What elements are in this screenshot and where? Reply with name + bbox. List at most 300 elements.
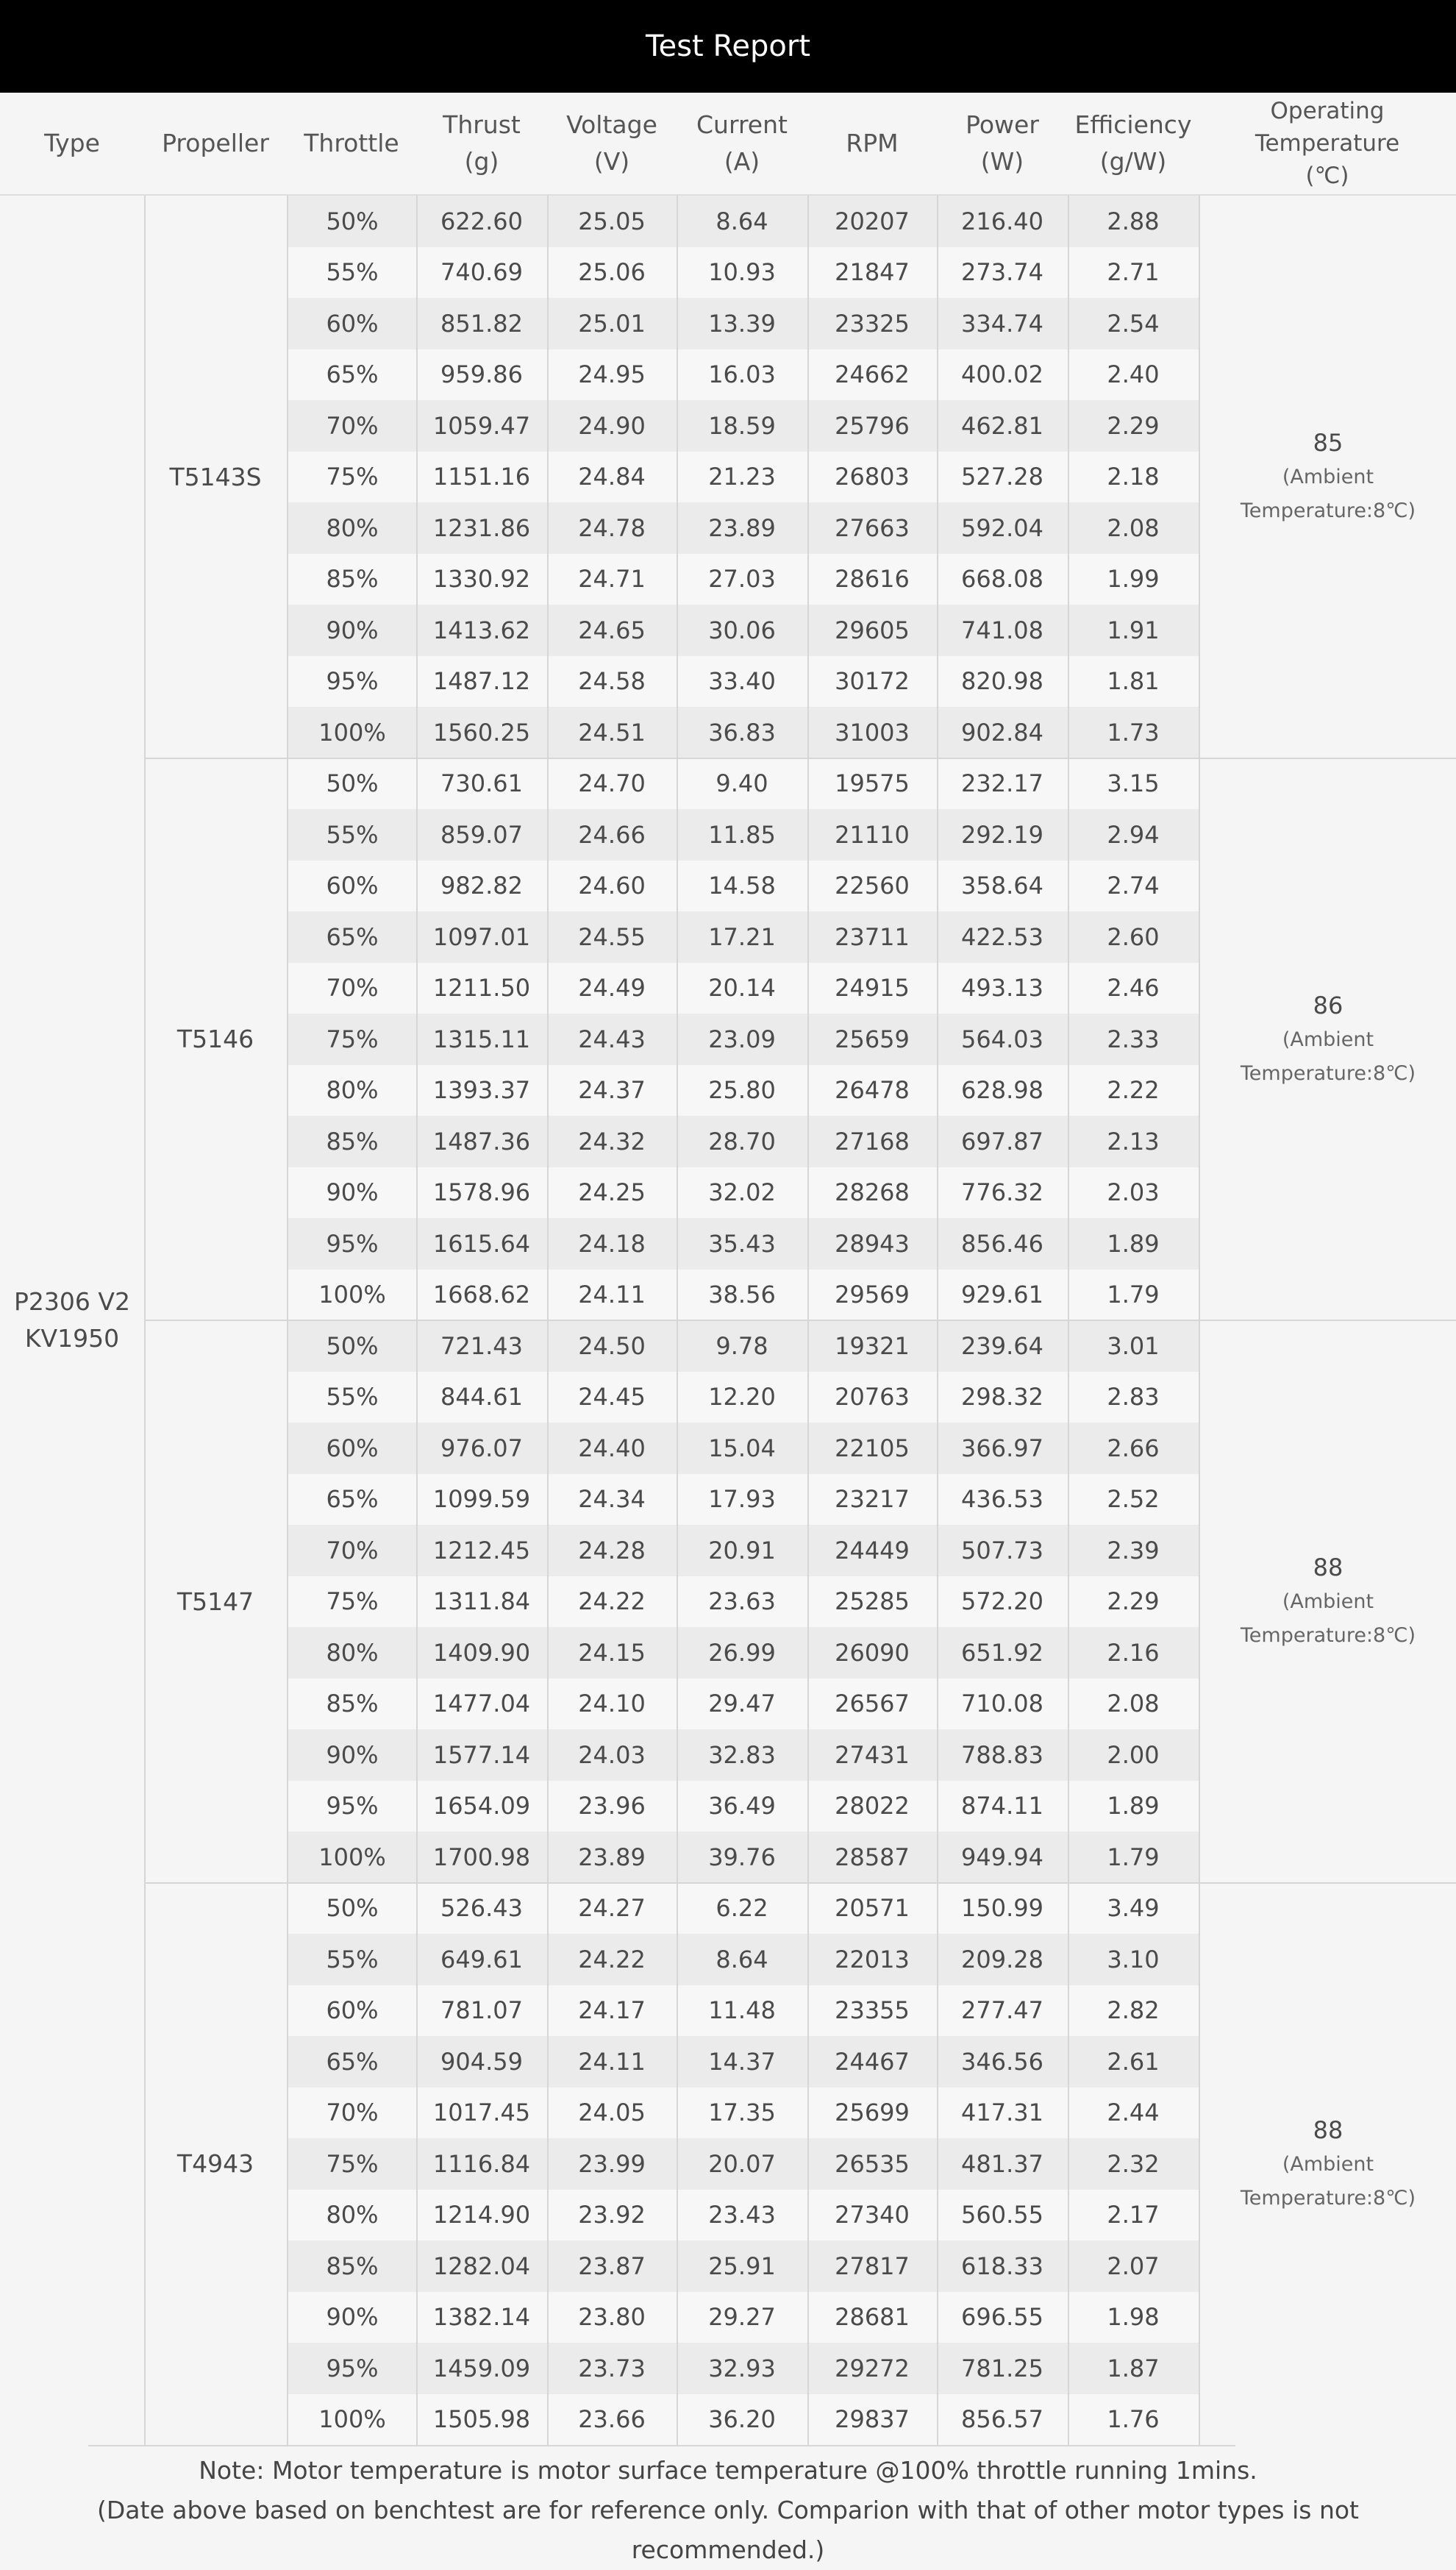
operating-temperature — [1200, 1883, 1456, 2446]
cell-throttle: 100% — [318, 1843, 386, 1871]
cell-rpm: 27340 — [835, 2201, 910, 2229]
cell-power: 216.40 — [961, 207, 1043, 235]
cell-rpm: 23217 — [835, 1485, 910, 1514]
cell-efficiency: 1.81 — [1107, 667, 1160, 696]
propeller-label: T5143S — [169, 462, 262, 491]
cell-voltage: 23.92 — [578, 2201, 646, 2229]
table-row — [288, 1627, 1199, 1679]
cell-throttle: 90% — [326, 1740, 379, 1769]
cell-voltage: 24.43 — [578, 1025, 646, 1053]
temperature-value: 88 — [1313, 2115, 1343, 2144]
cell-current: 32.02 — [708, 1178, 776, 1207]
cell-power: 346.56 — [961, 2047, 1043, 2076]
cell-thrust: 959.86 — [440, 360, 523, 389]
cell-voltage: 24.10 — [578, 1690, 646, 1718]
cell-voltage: 24.15 — [578, 1638, 646, 1667]
cell-rpm: 23355 — [835, 1996, 910, 2025]
cell-throttle: 85% — [326, 1690, 379, 1718]
cell-efficiency: 2.16 — [1107, 1638, 1160, 1667]
cell-throttle: 50% — [326, 1894, 379, 1923]
cell-efficiency: 2.00 — [1107, 1740, 1160, 1769]
propeller-label: T4943 — [176, 2149, 254, 2179]
cell-power: 417.31 — [961, 2099, 1043, 2127]
cell-current: 17.35 — [708, 2099, 776, 2127]
cell-current: 25.80 — [708, 1076, 776, 1105]
cell-throttle: 75% — [326, 2149, 379, 2178]
table-row — [288, 656, 1199, 708]
cell-throttle: 70% — [326, 411, 379, 440]
cell-voltage: 23.66 — [578, 2405, 646, 2434]
footnote-line-1: Note: Motor temperature is motor surface temperature @100% throttle running 1mins. — [199, 2456, 1257, 2485]
header-throttle: Throttle — [304, 129, 399, 157]
cell-rpm: 26535 — [835, 2149, 910, 2178]
cell-power: 820.98 — [961, 667, 1043, 696]
cell-thrust: 1487.12 — [432, 667, 531, 696]
cell-voltage: 24.51 — [578, 718, 646, 747]
cell-throttle: 80% — [326, 513, 379, 542]
table-row — [288, 554, 1199, 605]
cell-throttle: 55% — [326, 1945, 379, 1973]
cell-voltage: 24.45 — [578, 1383, 646, 1412]
cell-thrust: 1654.09 — [432, 1792, 531, 1820]
cell-voltage: 24.28 — [578, 1536, 646, 1565]
cell-power: 776.32 — [961, 1178, 1043, 1207]
cell-throttle: 85% — [326, 565, 379, 594]
table-row — [288, 298, 1199, 349]
cell-thrust: 844.61 — [440, 1383, 523, 1412]
cell-efficiency: 3.10 — [1107, 1945, 1160, 1973]
cell-power: 462.81 — [961, 411, 1043, 440]
cell-throttle: 55% — [326, 1383, 379, 1412]
cell-voltage: 24.11 — [578, 2047, 646, 2076]
footnote-line-2: (Date above based on benchtest are for reference only. Comparion with that of other motor types is not recommended.) — [97, 2496, 1359, 2564]
cell-thrust: 730.61 — [440, 769, 523, 798]
cell-throttle: 85% — [326, 2252, 379, 2280]
cell-throttle: 50% — [326, 1331, 379, 1360]
cell-throttle: 55% — [326, 820, 379, 849]
cell-power: 668.08 — [961, 565, 1043, 594]
cell-thrust: 649.61 — [440, 1945, 523, 1973]
cell-power: 150.99 — [961, 1894, 1043, 1923]
cell-efficiency: 1.89 — [1107, 1229, 1160, 1258]
table-row — [288, 1934, 1199, 1985]
cell-thrust: 904.59 — [440, 2047, 523, 2076]
table-row — [288, 1832, 1199, 1883]
page-title: Test Report — [0, 0, 1456, 93]
cell-thrust: 740.69 — [440, 258, 523, 287]
cell-voltage: 24.55 — [578, 922, 646, 951]
cell-thrust: 1560.25 — [432, 718, 531, 747]
cell-power: 209.28 — [961, 1945, 1043, 1973]
cell-efficiency: 2.40 — [1107, 360, 1160, 389]
cell-rpm: 26478 — [835, 1076, 910, 1105]
cell-rpm: 25699 — [835, 2099, 910, 2127]
cell-efficiency: 1.73 — [1107, 718, 1160, 747]
cell-current: 28.70 — [708, 1127, 776, 1156]
cell-throttle: 65% — [326, 2047, 379, 2076]
cell-voltage: 23.89 — [578, 1843, 646, 1871]
cell-efficiency: 1.91 — [1107, 616, 1160, 644]
cell-efficiency: 3.15 — [1107, 769, 1160, 798]
cell-throttle: 55% — [326, 258, 379, 287]
header-temperature: Operating Temperature (℃) — [1255, 98, 1400, 189]
column-divider — [807, 196, 809, 2445]
cell-thrust: 721.43 — [440, 1331, 523, 1360]
cell-efficiency: 2.94 — [1107, 820, 1160, 849]
cell-efficiency: 1.87 — [1107, 2354, 1160, 2382]
cell-rpm: 29837 — [835, 2405, 910, 2434]
cell-throttle: 95% — [326, 1229, 379, 1258]
cell-voltage: 25.05 — [578, 207, 646, 235]
cell-throttle: 60% — [326, 309, 379, 338]
cell-efficiency: 2.71 — [1107, 258, 1160, 287]
group-divider — [144, 758, 1456, 759]
cell-throttle: 90% — [326, 1178, 379, 1207]
cell-efficiency: 2.39 — [1107, 1536, 1160, 1565]
cell-thrust: 1282.04 — [432, 2252, 531, 2280]
cell-efficiency: 1.79 — [1107, 1281, 1160, 1309]
cell-voltage: 24.71 — [578, 565, 646, 594]
cell-power: 628.98 — [961, 1076, 1043, 1105]
table-row — [288, 2190, 1199, 2241]
cell-rpm: 26803 — [835, 463, 910, 491]
cell-rpm: 24467 — [835, 2047, 910, 2076]
cell-thrust: 1211.50 — [432, 974, 531, 1003]
cell-rpm: 19321 — [835, 1331, 910, 1360]
cell-rpm: 20763 — [835, 1383, 910, 1412]
table-row — [288, 1576, 1199, 1628]
cell-current: 20.91 — [708, 1536, 776, 1565]
cell-power: 741.08 — [961, 616, 1043, 644]
cell-power: 292.19 — [961, 820, 1043, 849]
cell-thrust: 1393.37 — [432, 1076, 531, 1105]
cell-current: 35.43 — [708, 1229, 776, 1258]
cell-efficiency: 2.18 — [1107, 463, 1160, 491]
cell-voltage: 24.49 — [578, 974, 646, 1003]
table-row — [288, 1423, 1199, 1474]
cell-voltage: 24.22 — [578, 1945, 646, 1973]
cell-rpm: 25796 — [835, 411, 910, 440]
cell-throttle: 95% — [326, 2354, 379, 2382]
cell-voltage: 24.58 — [578, 667, 646, 696]
cell-thrust: 1330.92 — [432, 565, 531, 594]
cell-voltage: 24.18 — [578, 1229, 646, 1258]
table-row — [288, 1729, 1199, 1781]
cell-rpm: 28587 — [835, 1843, 910, 1871]
cell-thrust: 982.82 — [440, 872, 523, 900]
cell-rpm: 28943 — [835, 1229, 910, 1258]
cell-rpm: 25285 — [835, 1587, 910, 1616]
cell-rpm: 23711 — [835, 922, 910, 951]
cell-power: 298.32 — [961, 1383, 1043, 1412]
header-propeller: Propeller — [162, 129, 269, 157]
cell-voltage: 25.01 — [578, 309, 646, 338]
cell-power: 564.03 — [961, 1025, 1043, 1053]
column-divider — [1199, 196, 1200, 2445]
table-row — [288, 758, 1199, 810]
cell-voltage: 24.65 — [578, 616, 646, 644]
cell-throttle: 50% — [326, 769, 379, 798]
cell-voltage: 25.06 — [578, 258, 646, 287]
data-table — [0, 196, 1456, 2445]
cell-thrust: 1487.36 — [432, 1127, 531, 1156]
table-row — [288, 1065, 1199, 1117]
cell-throttle: 50% — [326, 207, 379, 235]
cell-efficiency: 2.29 — [1107, 1587, 1160, 1616]
cell-power: 232.17 — [961, 769, 1043, 798]
header-rpm: RPM — [846, 129, 899, 157]
cell-power: 358.64 — [961, 872, 1043, 900]
cell-thrust: 1059.47 — [432, 411, 531, 440]
cell-voltage: 24.70 — [578, 769, 646, 798]
cell-efficiency: 2.03 — [1107, 1178, 1160, 1207]
cell-efficiency: 2.33 — [1107, 1025, 1160, 1053]
table-row — [288, 349, 1199, 401]
cell-rpm: 29605 — [835, 616, 910, 644]
cell-thrust: 859.07 — [440, 820, 523, 849]
cell-voltage: 24.60 — [578, 872, 646, 900]
table-row — [288, 1781, 1199, 1832]
cell-efficiency: 2.60 — [1107, 922, 1160, 951]
cell-throttle: 80% — [326, 1638, 379, 1667]
cell-power: 400.02 — [961, 360, 1043, 389]
cell-efficiency: 2.22 — [1107, 1076, 1160, 1105]
cell-power: 651.92 — [961, 1638, 1043, 1667]
cell-voltage: 24.05 — [578, 2099, 646, 2127]
propeller-label: T5146 — [176, 1025, 254, 1054]
cell-current: 11.48 — [708, 1996, 776, 2025]
cell-current: 32.93 — [708, 2354, 776, 2382]
cell-efficiency: 2.54 — [1107, 309, 1160, 338]
cell-rpm: 19575 — [835, 769, 910, 798]
footnote — [0, 2451, 1456, 2570]
table-row — [288, 2138, 1199, 2190]
cell-voltage: 24.90 — [578, 411, 646, 440]
cell-rpm: 29272 — [835, 2354, 910, 2382]
cell-throttle: 100% — [318, 718, 386, 747]
ambient-temperature-note: (Ambient Temperature:8℃) — [1240, 466, 1416, 523]
cell-efficiency: 2.83 — [1107, 1383, 1160, 1412]
cell-power: 481.37 — [961, 2149, 1043, 2178]
cell-voltage: 24.03 — [578, 1740, 646, 1769]
temperature-value: 88 — [1313, 1553, 1343, 1582]
table-row — [288, 1372, 1199, 1423]
cell-voltage: 23.80 — [578, 2303, 646, 2332]
temperature-value: 86 — [1313, 991, 1343, 1019]
ambient-temperature-note: (Ambient Temperature:8℃) — [1240, 1028, 1416, 1085]
cell-voltage: 24.37 — [578, 1076, 646, 1105]
cell-rpm: 26090 — [835, 1638, 910, 1667]
cell-power: 592.04 — [961, 513, 1043, 542]
cell-power: 572.20 — [961, 1587, 1043, 1616]
cell-rpm: 29569 — [835, 1281, 910, 1309]
cell-rpm: 22105 — [835, 1434, 910, 1462]
cell-thrust: 1116.84 — [432, 2149, 531, 2178]
cell-efficiency: 2.07 — [1107, 2252, 1160, 2280]
cell-efficiency: 2.66 — [1107, 1434, 1160, 1462]
cell-thrust: 781.07 — [440, 1996, 523, 2025]
cell-power: 273.74 — [961, 258, 1043, 287]
cell-current: 23.63 — [708, 1587, 776, 1616]
cell-current: 23.09 — [708, 1025, 776, 1053]
cell-efficiency: 1.89 — [1107, 1792, 1160, 1820]
cell-current: 8.64 — [715, 207, 768, 235]
cell-current: 11.85 — [708, 820, 776, 849]
ambient-temperature-note: (Ambient Temperature:8℃) — [1240, 1590, 1416, 1648]
cell-current: 15.04 — [708, 1434, 776, 1462]
cell-current: 14.37 — [708, 2047, 776, 2076]
cell-voltage: 24.17 — [578, 1996, 646, 2025]
cell-efficiency: 1.79 — [1107, 1843, 1160, 1871]
cell-current: 13.39 — [708, 309, 776, 338]
cell-rpm: 24915 — [835, 974, 910, 1003]
cell-current: 29.27 — [708, 2303, 776, 2332]
cell-throttle: 90% — [326, 616, 379, 644]
cell-current: 36.83 — [708, 718, 776, 747]
header-type: Type — [44, 129, 100, 157]
table-row — [288, 1474, 1199, 1526]
cell-throttle: 90% — [326, 2303, 379, 2332]
cell-thrust: 1231.86 — [432, 513, 531, 542]
cell-voltage: 23.99 — [578, 2149, 646, 2178]
cell-throttle: 70% — [326, 2099, 379, 2127]
table-row — [288, 2292, 1199, 2343]
table-row — [288, 1218, 1199, 1270]
cell-rpm: 22013 — [835, 1945, 910, 1973]
cell-thrust: 1505.98 — [432, 2405, 531, 2434]
cell-rpm: 20571 — [835, 1894, 910, 1923]
cell-voltage: 23.73 — [578, 2354, 646, 2382]
cell-thrust: 622.60 — [440, 207, 523, 235]
column-divider — [287, 196, 288, 2445]
cell-rpm: 28268 — [835, 1178, 910, 1207]
cell-efficiency: 2.17 — [1107, 2201, 1160, 2229]
table-row — [288, 1525, 1199, 1576]
cell-thrust: 1577.14 — [432, 1740, 531, 1769]
cell-thrust: 526.43 — [440, 1894, 523, 1923]
table-row — [288, 196, 1199, 247]
cell-thrust: 1382.14 — [432, 2303, 531, 2332]
cell-voltage: 24.22 — [578, 1587, 646, 1616]
cell-rpm: 24449 — [835, 1536, 910, 1565]
column-divider — [1068, 196, 1069, 2445]
cell-throttle: 65% — [326, 922, 379, 951]
cell-thrust: 1413.62 — [432, 616, 531, 644]
cell-current: 30.06 — [708, 616, 776, 644]
cell-efficiency: 1.99 — [1107, 565, 1160, 594]
cell-power: 697.87 — [961, 1127, 1043, 1156]
cell-voltage: 24.40 — [578, 1434, 646, 1462]
cell-current: 9.40 — [715, 769, 768, 798]
cell-efficiency: 2.08 — [1107, 1690, 1160, 1718]
table-row — [288, 1985, 1199, 2037]
column-divider — [677, 196, 678, 2445]
cell-current: 23.43 — [708, 2201, 776, 2229]
operating-temperature — [1200, 196, 1456, 758]
cell-current: 14.58 — [708, 872, 776, 900]
header-voltage: Voltage (V) — [566, 110, 657, 176]
group-divider — [144, 1320, 1456, 1321]
cell-throttle: 80% — [326, 2201, 379, 2229]
cell-voltage: 24.25 — [578, 1178, 646, 1207]
header-thrust: Thrust (g) — [443, 110, 521, 176]
cell-thrust: 1097.01 — [432, 922, 531, 951]
cell-power: 422.53 — [961, 922, 1043, 951]
cell-power: 436.53 — [961, 1485, 1043, 1514]
cell-power: 366.97 — [961, 1434, 1043, 1462]
table-row — [288, 605, 1199, 656]
cell-efficiency: 2.61 — [1107, 2047, 1160, 2076]
table-row — [288, 1679, 1199, 1730]
cell-current: 17.93 — [708, 1485, 776, 1514]
cell-thrust: 1212.45 — [432, 1536, 531, 1565]
cell-thrust: 1017.45 — [432, 2099, 531, 2127]
cell-power: 493.13 — [961, 974, 1043, 1003]
table-bottom-line — [88, 2445, 1235, 2446]
cell-efficiency: 2.46 — [1107, 974, 1160, 1003]
cell-power: 856.57 — [961, 2405, 1043, 2434]
cell-current: 32.83 — [708, 1740, 776, 1769]
cell-current: 8.64 — [715, 1945, 768, 1973]
cell-efficiency: 2.13 — [1107, 1127, 1160, 1156]
cell-rpm: 30172 — [835, 667, 910, 696]
cell-thrust: 1311.84 — [432, 1587, 531, 1616]
cell-power: 856.46 — [961, 1229, 1043, 1258]
cell-current: 17.21 — [708, 922, 776, 951]
propeller-label: T5147 — [176, 1587, 254, 1616]
cell-current: 23.89 — [708, 513, 776, 542]
operating-temperature — [1200, 1320, 1456, 1883]
cell-rpm: 20207 — [835, 207, 910, 235]
table-row — [288, 1014, 1199, 1065]
cell-current: 33.40 — [708, 667, 776, 696]
cell-voltage: 24.34 — [578, 1485, 646, 1514]
operating-temperature — [1200, 758, 1456, 1321]
column-divider — [937, 196, 938, 2445]
cell-rpm: 27168 — [835, 1127, 910, 1156]
header-current: Current (A) — [696, 110, 788, 176]
cell-power: 788.83 — [961, 1740, 1043, 1769]
cell-thrust: 1578.96 — [432, 1178, 531, 1207]
column-divider — [416, 196, 418, 2445]
cell-rpm: 21110 — [835, 820, 910, 849]
cell-power: 710.08 — [961, 1690, 1043, 1718]
table-row — [288, 1883, 1199, 1934]
cell-thrust: 1459.09 — [432, 2354, 531, 2382]
cell-voltage: 24.32 — [578, 1127, 646, 1156]
cell-current: 16.03 — [708, 360, 776, 389]
column-divider — [547, 196, 549, 2445]
table-row — [288, 2394, 1199, 2446]
cell-throttle: 95% — [326, 1792, 379, 1820]
cell-power: 527.28 — [961, 463, 1043, 491]
cell-power: 902.84 — [961, 718, 1043, 747]
cell-efficiency: 1.98 — [1107, 2303, 1160, 2332]
cell-throttle: 60% — [326, 1434, 379, 1462]
cell-thrust: 1668.62 — [432, 1281, 531, 1309]
cell-current: 26.99 — [708, 1638, 776, 1667]
table-row — [288, 452, 1199, 503]
cell-thrust: 1409.90 — [432, 1638, 531, 1667]
ambient-temperature-note: (Ambient Temperature:8℃) — [1240, 2152, 1416, 2210]
cell-voltage: 24.66 — [578, 820, 646, 849]
table-row — [288, 1320, 1199, 1372]
cell-current: 9.78 — [715, 1331, 768, 1360]
cell-thrust: 1615.64 — [432, 1229, 531, 1258]
cell-current: 38.56 — [708, 1281, 776, 1309]
cell-thrust: 976.07 — [440, 1434, 523, 1462]
cell-throttle: 75% — [326, 1025, 379, 1053]
